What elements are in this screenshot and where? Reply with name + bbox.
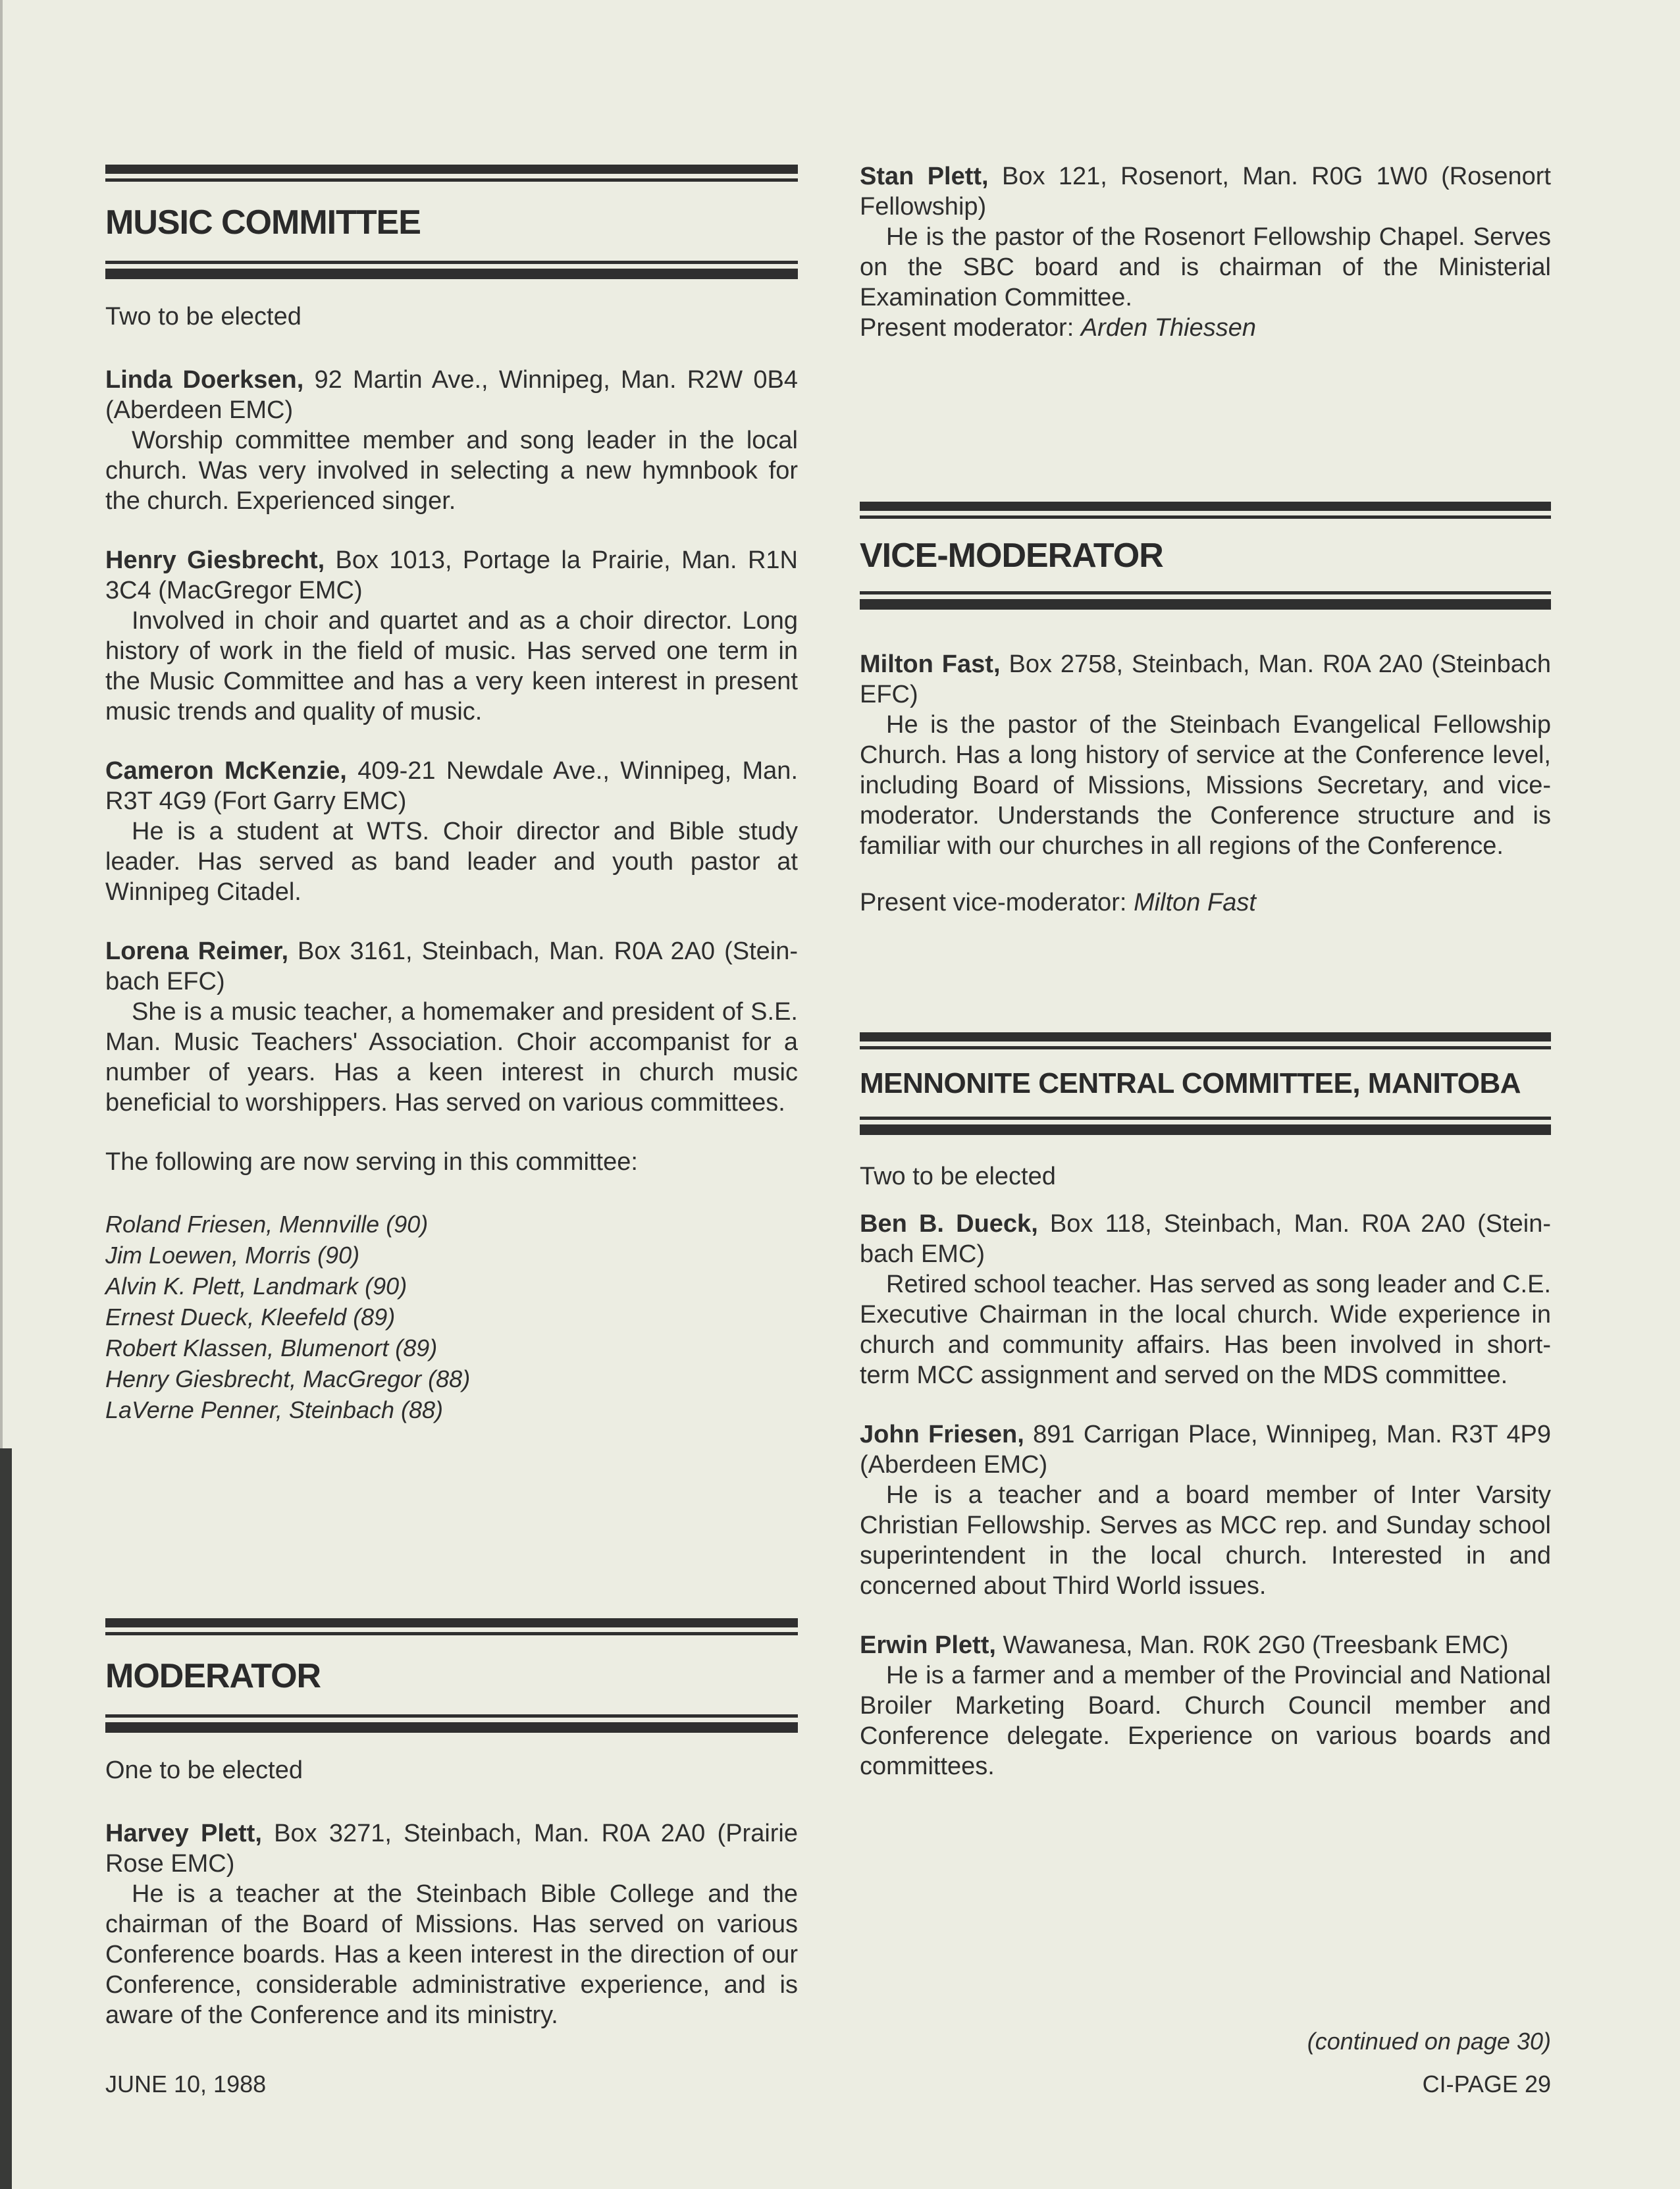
- candidate-description: She is a music teacher, a homemaker and president of S.E. Man. Music Teachers' Association. Choir accompanist for a number of years. Has a keen interest in church music beneficial to worshippers. Has served on various committees.: [105, 998, 798, 1117]
- serving-intro: The following are now serving in this committee:: [105, 1148, 638, 1176]
- candidate-address: Box 118, Steinbach, Man. R0A 2A0 (Steinbach EMC): [860, 1210, 1551, 1268]
- candidate-address: Box 121, Rosenort, Man. R0G 1W0 (Rosenort Fellowship): [860, 163, 1551, 221]
- section-rule-bottom: [860, 1117, 1551, 1135]
- candidate-description: Involved in choir and quartet and as a choir director. Long history of work in the field of music. Has served one term in the Music Committee and has a very keen interest in present music trends and quality of music.: [105, 607, 798, 725]
- list-item: Alvin K. Plett, Landmark (90): [105, 1273, 407, 1300]
- candidate-name: Erwin Plett,: [860, 1631, 996, 1659]
- section-rule-bottom: [105, 261, 798, 279]
- section-title: VICE-MODERATOR: [860, 537, 1163, 575]
- candidate-name: Cameron McKenzie,: [105, 757, 347, 785]
- candidate-name: Harvey Plett,: [105, 1820, 262, 1847]
- candidate-description: Worship committee member and song leader in the local church. Was very involved in selecting a new hymnbook for the church. Experienced singer.: [105, 427, 798, 515]
- section-title: MENNONITE CENTRAL COMMITTEE, MANITOBA: [860, 1067, 1521, 1099]
- elected-note: Two to be elected: [105, 303, 302, 330]
- candidate-address: Box 1013, Portage la Prairie, Man. R1N 3C4 (MacGregor EMC): [105, 546, 798, 604]
- candidate-description: He is the pastor of the Steinbach Evangelical Fellowship Church. Has a long history of service at the Conference level, including Board of Missions, Missions Secretary, and vice-moderator. Understands the Conference structure and is familiar with our churches in all regions of the Conference.: [860, 711, 1551, 860]
- candidate-address: Box 3161, Steinbach, Man. R0A 2A0 (Steinbach EFC): [105, 937, 798, 995]
- page-number: CI-PAGE 29: [1422, 2070, 1551, 2097]
- present-name: Milton Fast: [1134, 889, 1256, 916]
- list-item: Ernest Dueck, Kleefeld (89): [105, 1304, 396, 1331]
- candidate-name: Stan Plett,: [860, 163, 989, 190]
- scan-edge-mark: [0, 1448, 12, 2189]
- section-rule-bottom: [105, 1714, 798, 1733]
- mcc-section: [860, 1032, 1551, 1810]
- moderator-continued: [860, 161, 1551, 343]
- candidate-address: 891 Carrigan Place, Winnipeg, Man. R3T 4P9 (Aberdeen EMC): [860, 1421, 1551, 1479]
- candidate-entry: [105, 545, 798, 727]
- candidate-address: Box 3271, Steinbach, Man. R0A 2A0 (Prairie Rose EMC): [105, 1820, 798, 1878]
- section-rule-top: [105, 1618, 798, 1635]
- candidate-entry: [860, 649, 1551, 861]
- present-label: Present moderator:: [860, 314, 1081, 342]
- candidate-entry: [860, 1209, 1551, 1390]
- candidate-description: He is the pastor of the Rosenort Fellowship Chapel. Serves on the SBC board and is chairman of the Ministerial Examination Committee.: [860, 223, 1551, 311]
- serving-list: [105, 1209, 798, 1425]
- section-rule-top: [860, 1032, 1551, 1049]
- scan-edge-mark-top: [0, 0, 3, 1448]
- candidate-description: He is a student at WTS. Choir director and Bible study leader. Has served as band leader and youth pastor at Winnipeg Citadel.: [105, 818, 798, 906]
- candidate-description: Retired school teacher. Has served as song leader and C.E. Executive Chairman in the local church. Wide experience in church and community affairs. Has been involved in short-term MCC assignment and served on the MDS committee.: [860, 1271, 1551, 1389]
- section-title: MUSIC COMMITTEE: [105, 203, 421, 242]
- candidate-name: Milton Fast,: [860, 650, 1001, 678]
- candidate-address: Wawanesa, Man. R0K 2G0 (Treesbank EMC): [995, 1631, 1509, 1659]
- section-rule-top: [860, 502, 1551, 519]
- candidate-name: John Friesen,: [860, 1421, 1024, 1448]
- elected-note: One to be elected: [105, 1756, 303, 1784]
- elected-note: Two to be elected: [860, 1163, 1056, 1190]
- candidate-entry: [105, 1818, 798, 2030]
- section-title: MODERATOR: [105, 1657, 321, 1695]
- candidate-entry: [105, 936, 798, 1118]
- present-name: Arden Thiessen: [1080, 314, 1256, 342]
- candidate-description: He is a teacher and a board member of Inter Varsity Christian Fellowship. Serves as MCC rep. and Sunday school superintendent in the local church. Interested in and concerned about Third World issues.: [860, 1481, 1551, 1600]
- continued-note: (continued on page 30): [1307, 2028, 1551, 2055]
- music-committee-section: [105, 165, 798, 1425]
- candidate-address: Box 2758, Steinbach, Man. R0A 2A0 (Steinbach EFC): [860, 650, 1551, 708]
- section-rule-bottom: [860, 591, 1551, 610]
- list-item: Jim Loewen, Morris (90): [105, 1242, 360, 1269]
- list-item: LaVerne Penner, Steinbach (88): [105, 1396, 444, 1423]
- candidate-address: 409-21 Newdale Ave., Winnipeg, Man. R3T 4G9 (Fort Garry EMC): [105, 757, 798, 815]
- vice-moderator-section: [860, 502, 1551, 918]
- list-item: Roland Friesen, Mennville (90): [105, 1211, 429, 1238]
- candidate-address: 92 Martin Ave., Winnipeg, Man. R2W 0B4 (Aberdeen EMC): [105, 366, 798, 424]
- candidate-entry: [105, 756, 798, 907]
- moderator-section: [105, 1618, 798, 2059]
- candidate-entry: [860, 1630, 1551, 1781]
- candidate-entry: [105, 365, 798, 516]
- section-rule-top: [105, 165, 798, 182]
- list-item: Henry Giesbrecht, MacGregor (88): [105, 1365, 471, 1392]
- list-item: Robert Klassen, Blumenort (89): [105, 1334, 438, 1361]
- candidate-name: Lorena Reimer,: [105, 937, 288, 965]
- candidate-name: Ben B. Dueck,: [860, 1210, 1038, 1238]
- present-label: Present vice-moderator:: [860, 889, 1134, 916]
- candidate-entry: [860, 1419, 1551, 1601]
- issue-date: JUNE 10, 1988: [105, 2070, 267, 2097]
- candidate-name: Henry Giesbrecht,: [105, 546, 325, 574]
- candidate-name: Linda Doerksen,: [105, 366, 304, 394]
- candidate-description: He is a teacher at the Steinbach Bible College and the chairman of the Board of Missions. Has served on various Conference boards. Has a keen interest in the direction of our Conference, considerable administrative experience, and is aware of the Conference and its ministry.: [105, 1880, 798, 2029]
- candidate-description: He is a farmer and a member of the Provincial and National Broiler Marketing Board. Church Council member and Conference delegate. Experience on various boards and committees.: [860, 1662, 1551, 1780]
- candidate-entry: [860, 161, 1551, 343]
